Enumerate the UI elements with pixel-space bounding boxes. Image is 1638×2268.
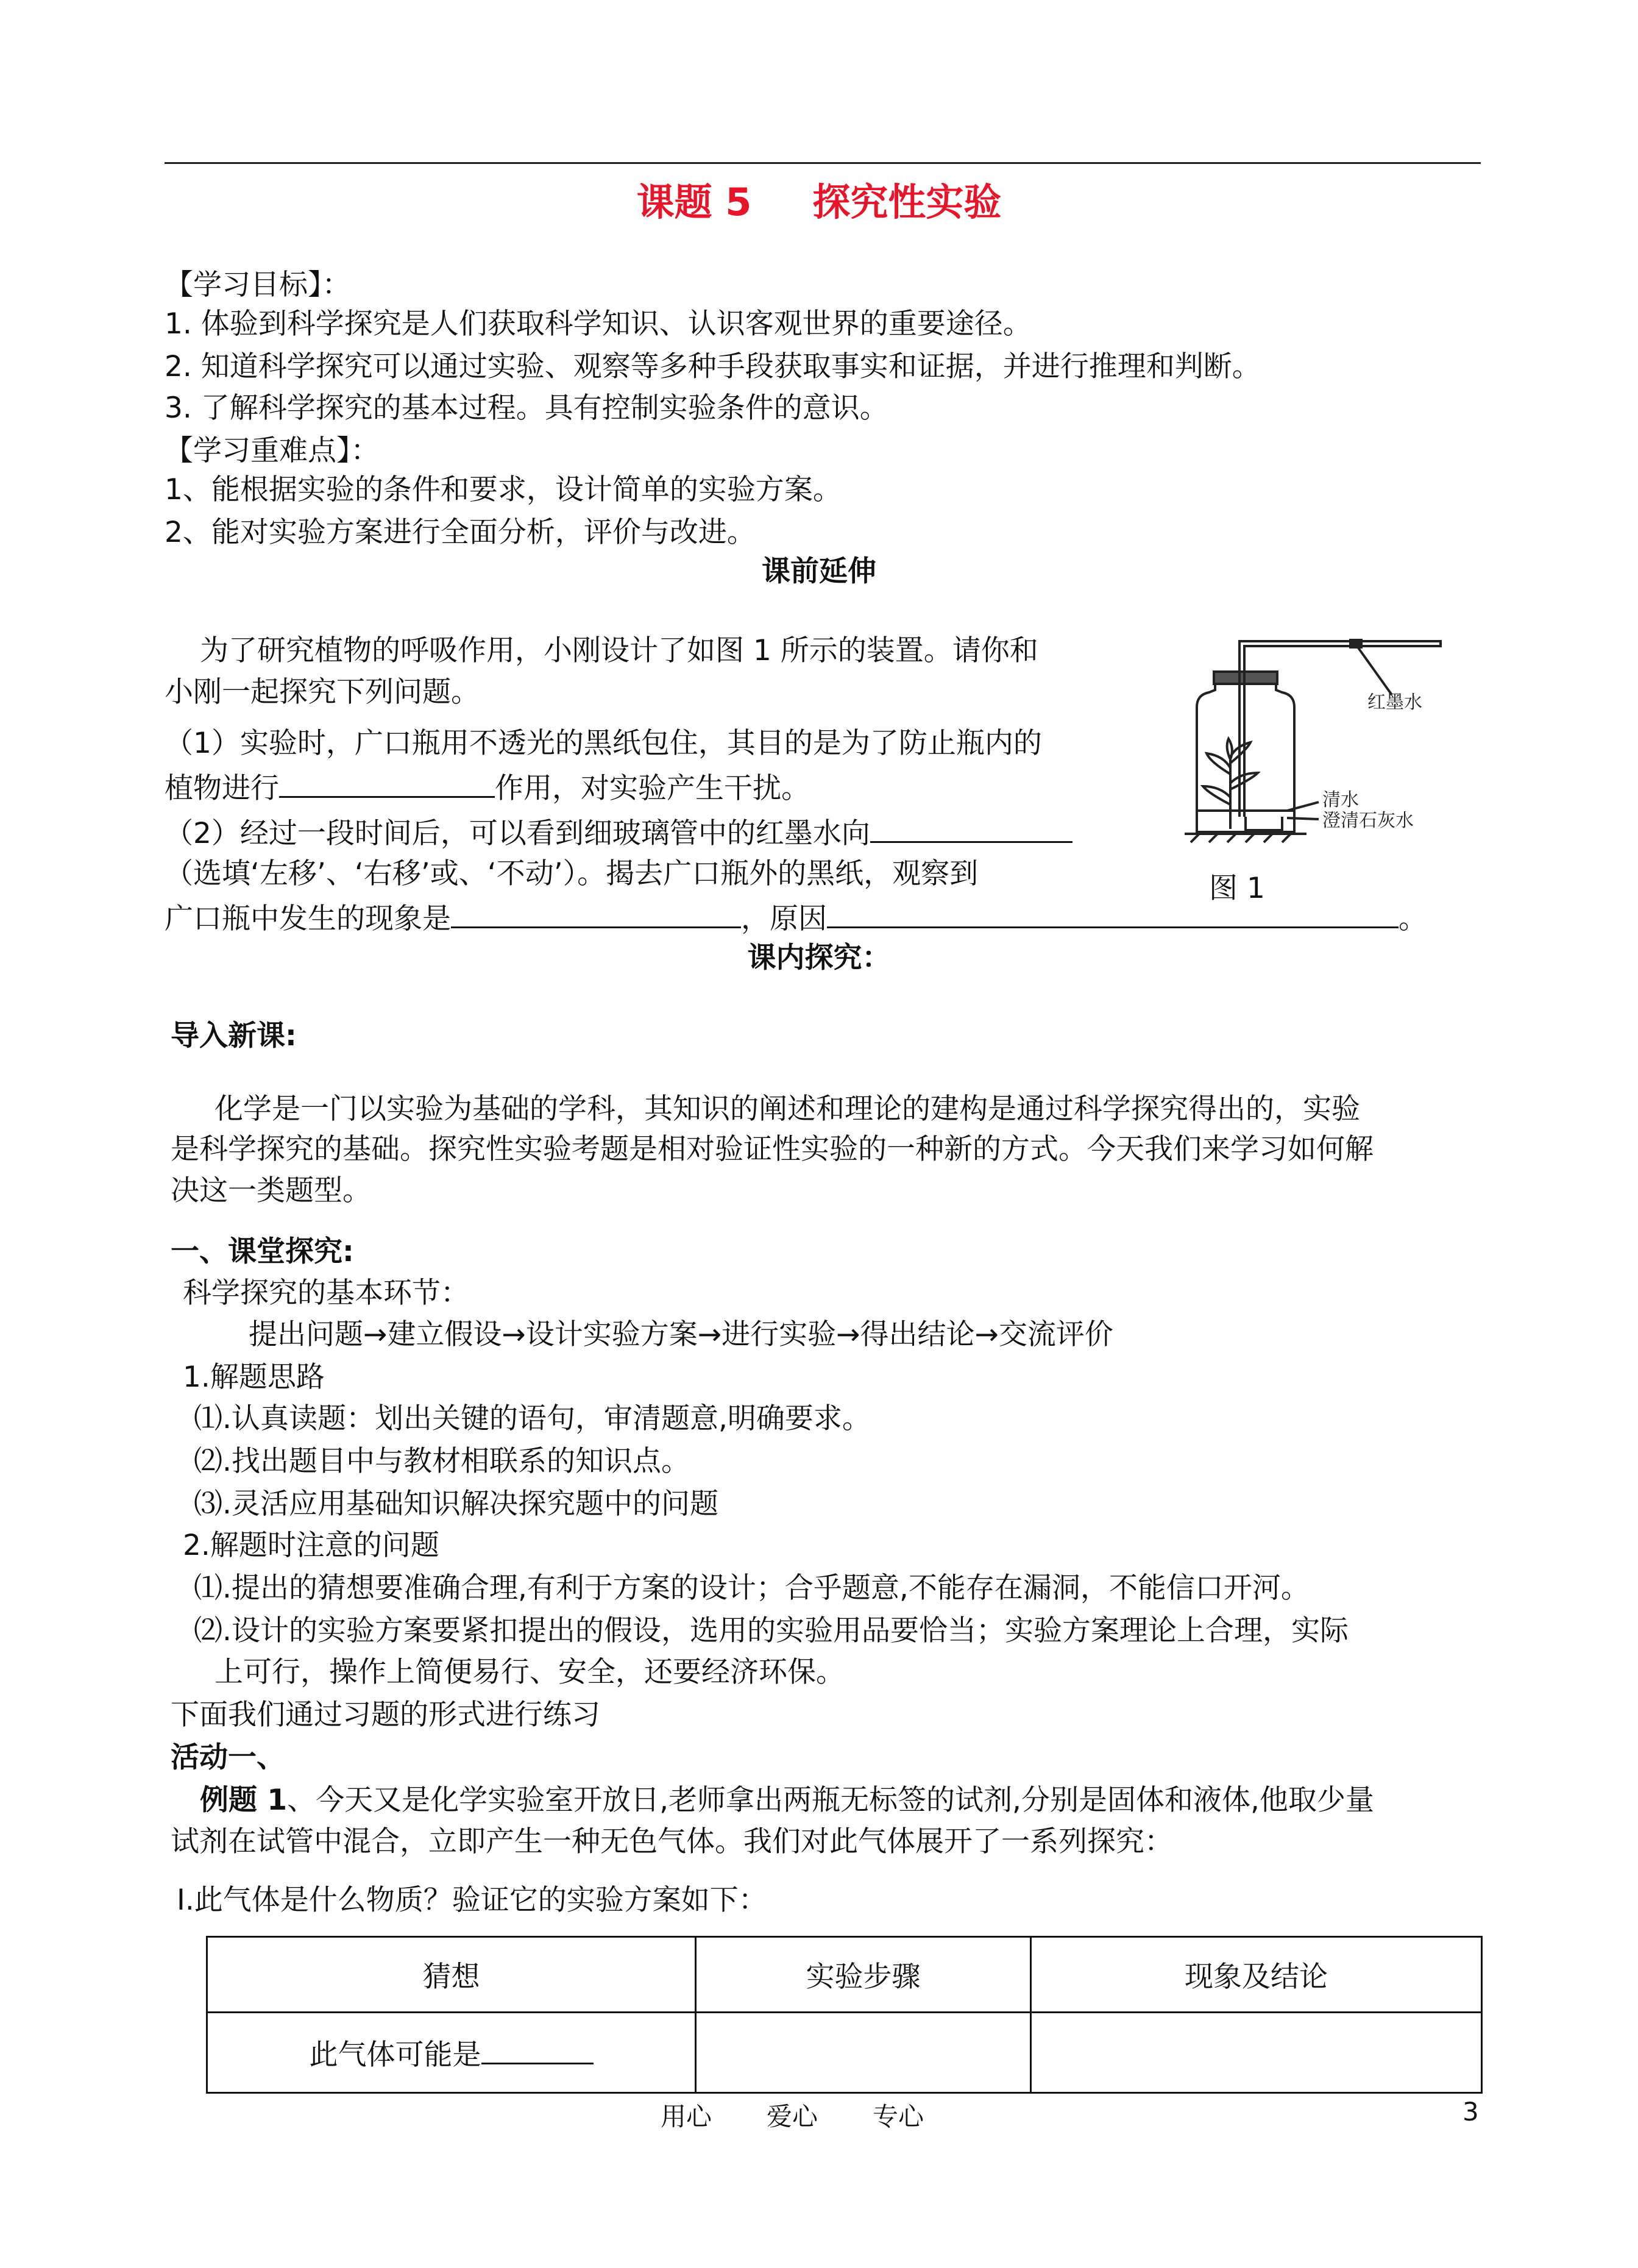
goal-item: 1. 体验到科学探究是人们获取科学知识、认识客观世界的重要途径。 bbox=[165, 307, 1032, 341]
example-1 bbox=[200, 1783, 1374, 1818]
intro-paragraph: 是科学探究的基础。探究性实验考题是相对验证性实验的一种新的方式。今天我们来学习如何解 bbox=[171, 1132, 1374, 1166]
table-cell-steps[interactable] bbox=[696, 2013, 1031, 2093]
footer-word: 用心 bbox=[661, 2102, 712, 2131]
figure-caption: 图 1 bbox=[1209, 872, 1265, 905]
answer-blank[interactable] bbox=[279, 769, 495, 798]
q2-text-a: 广口瓶中发生的现象是 bbox=[165, 902, 451, 936]
activity-heading: 活动一、 bbox=[171, 1741, 285, 1774]
experiment-table bbox=[206, 1936, 1483, 2094]
label-limewater: 澄清石灰水 bbox=[1322, 810, 1414, 831]
attention-item: ⑴.提出的猜想要准确合理,有利于方案的设计；合乎题意,不能存在漏洞，不能信口开河。 bbox=[194, 1571, 1310, 1605]
steps-flow: 提出问题→建立假设→设计实验方案→进行实验→得出结论→交流评价 bbox=[249, 1318, 1113, 1351]
preclass-intro: 小刚一起探究下列问题。 bbox=[165, 675, 480, 709]
approach-item: ⑶.灵活应用基础知识解决探究题中的问题 bbox=[194, 1487, 718, 1521]
page-title bbox=[0, 172, 1638, 226]
goal-item: 3. 了解科学探究的基本过程。具有控制实验条件的意识。 bbox=[165, 391, 888, 425]
keypoints-heading: 【学习重难点】： bbox=[165, 434, 380, 467]
approach-item: ⑴.认真读题：划出关键的语句，审清题意,明确要求。 bbox=[194, 1402, 871, 1435]
goals-heading: 【学习目标】： bbox=[165, 268, 351, 302]
answer-blank[interactable] bbox=[870, 814, 1072, 843]
title-number: 课题 5 bbox=[636, 180, 752, 224]
intro-paragraph: 化学是一门以实验为基础的学科，其知识的阐述和理论的建构是通过科学探究得出的，实验 bbox=[214, 1092, 1360, 1126]
example-1-line2: 试剂在试管中混合，立即产生一种无色气体。我们对此气体展开了一系列探究： bbox=[171, 1825, 1173, 1858]
inclass-heading: 课内探究： bbox=[747, 941, 891, 975]
footer-word: 专心 bbox=[873, 2102, 924, 2131]
question-2 bbox=[165, 814, 1072, 851]
table-cell-result[interactable] bbox=[1031, 2013, 1482, 2093]
table-cell-guess bbox=[207, 2013, 696, 2093]
attention-heading: 2.解题时注意的问题 bbox=[183, 1529, 439, 1562]
q1-text-a: 植物进行 bbox=[165, 772, 279, 805]
preclass-intro: 为了研究植物的呼吸作用，小刚设计了如图 1 所示的装置。请你和 bbox=[200, 634, 1038, 667]
example-text: 、今天又是化学实验室开放日,老师拿出两瓶无标签的试剂,分别是固体和液体,他取少量 bbox=[287, 1783, 1374, 1817]
part-1: Ⅰ.此气体是什么物质？验证它的实验方案如下： bbox=[177, 1883, 767, 1917]
answer-blank[interactable] bbox=[451, 900, 741, 928]
answer-blank[interactable] bbox=[481, 2036, 594, 2064]
table-header: 现象及结论 bbox=[1031, 1937, 1482, 2013]
section-1-heading: 一、课堂探究: bbox=[171, 1235, 354, 1268]
keypoint-item: 2、能对实验方案进行全面分析，评价与改进。 bbox=[165, 516, 756, 549]
top-rule bbox=[165, 162, 1481, 164]
page-number: 3 bbox=[1462, 2097, 1479, 2127]
q2-text-c: 。 bbox=[1399, 902, 1427, 936]
keypoint-item: 1、能根据实验的条件和要求，设计简单的实验方案。 bbox=[165, 473, 842, 507]
footer-word: 爱心 bbox=[767, 2102, 818, 2131]
label-water: 清水 bbox=[1322, 789, 1359, 811]
practice-line: 下面我们通过习题的形式进行练习 bbox=[171, 1698, 600, 1732]
footer-motto bbox=[661, 2097, 924, 2133]
intro-paragraph: 决这一类题型。 bbox=[171, 1174, 371, 1207]
goal-item: 2. 知道科学探究可以通过实验、观察等多种手段获取事实和证据，并进行推理和判断。 bbox=[165, 350, 1261, 383]
example-label: 例题 1 bbox=[200, 1783, 288, 1817]
intro-heading: 导入新课: bbox=[171, 1019, 297, 1053]
question-1: （1）实验时，广口瓶用不透光的黑纸包住，其目的是为了防止瓶内的 bbox=[165, 727, 1042, 760]
q1-text-b: 作用，对实验产生干扰。 bbox=[495, 772, 810, 805]
approach-item: ⑵.找出题目中与教材相联系的知识点。 bbox=[194, 1445, 690, 1478]
steps-heading: 科学探究的基本环节： bbox=[183, 1276, 469, 1310]
question-2-line2: （选填‘左移’、‘右移’或、‘不动’）。揭去广口瓶外的黑纸，观察到 bbox=[165, 857, 979, 890]
guess-label: 此气体可能是 bbox=[309, 2038, 481, 2072]
q2-text: （2）经过一段时间后，可以看到细玻璃管中的红墨水向 bbox=[165, 817, 870, 850]
attention-item-cont: 上可行，操作上简便易行、安全，还要经济环保。 bbox=[214, 1655, 845, 1689]
approach-heading: 1.解题思路 bbox=[183, 1360, 325, 1394]
table-header: 猜想 bbox=[207, 1937, 696, 2013]
answer-blank[interactable] bbox=[827, 900, 1399, 928]
attention-item: ⑵.设计的实验方案要紧扣提出的假设，选用的实验用品要恰当；实验方案理论上合理，实际 bbox=[194, 1614, 1349, 1648]
label-red-ink: 红墨水 bbox=[1367, 692, 1422, 713]
apparatus-figure bbox=[1172, 634, 1459, 866]
q2-text-b: ，原因 bbox=[741, 902, 827, 936]
title-text: 探究性实验 bbox=[812, 180, 1002, 224]
question-1-line2 bbox=[165, 769, 810, 806]
table-header: 实验步骤 bbox=[696, 1937, 1031, 2013]
preclass-heading: 课前延伸 bbox=[762, 555, 876, 588]
